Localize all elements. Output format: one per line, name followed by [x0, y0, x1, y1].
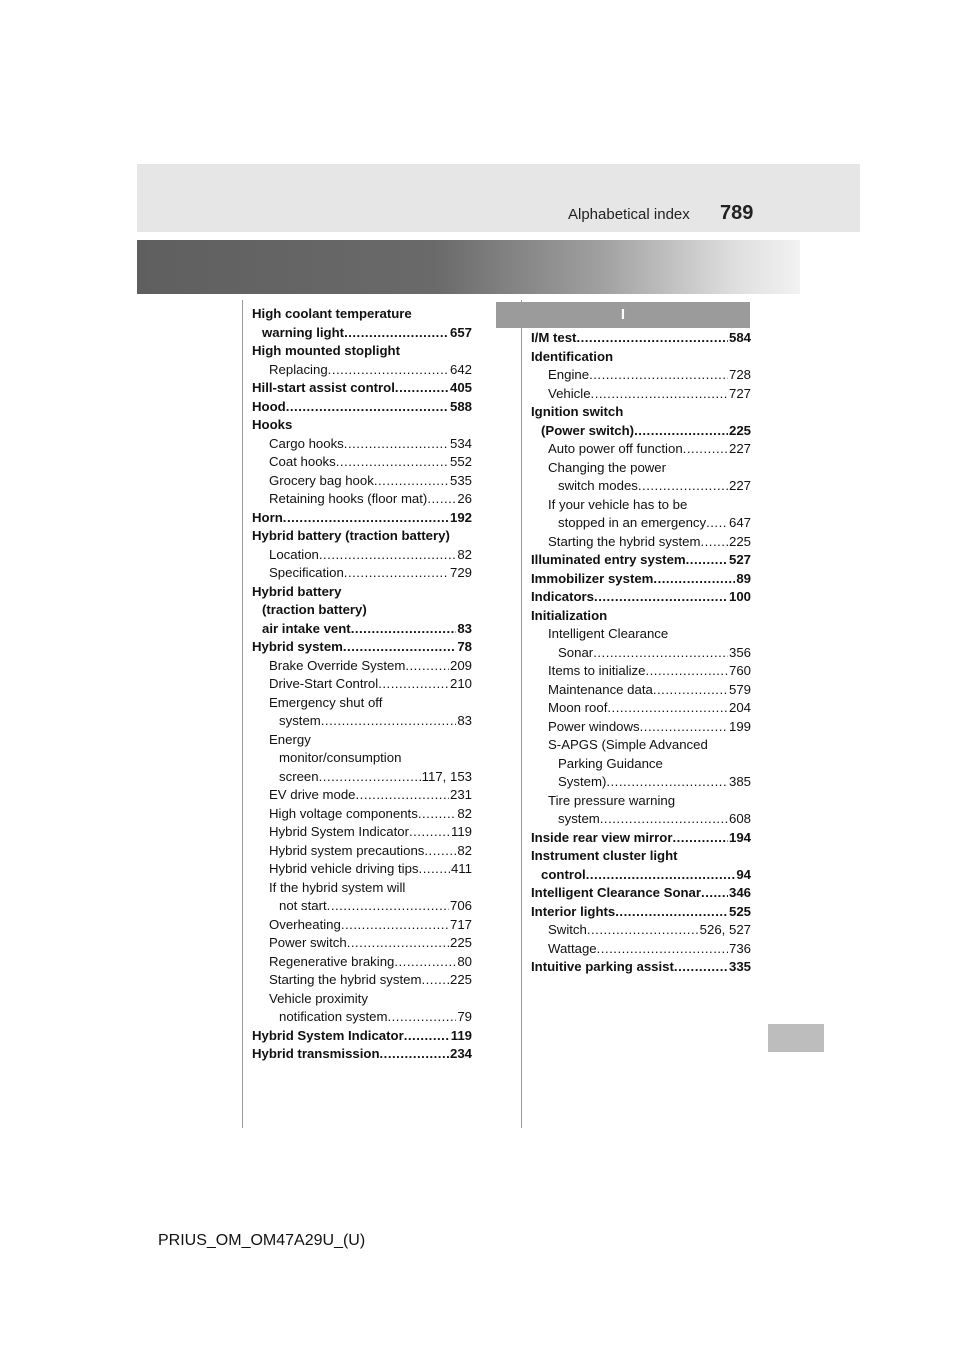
index-entry [252, 324, 472, 343]
index-letter-header: I [496, 302, 750, 328]
index-entry-page: 80 [457, 953, 472, 969]
index-entry-page: 234 [449, 1046, 472, 1061]
index-entry-term: Vehicle [548, 385, 591, 401]
index-entry [531, 958, 751, 977]
index-entry-term: screen [279, 768, 319, 784]
index-entry: Emergency shut off [269, 694, 383, 710]
dot-leader [319, 768, 421, 787]
index-entry-term: air intake vent [262, 620, 351, 636]
index-entry-page: 706 [449, 898, 472, 913]
dot-leader [283, 509, 449, 528]
dot-leader [404, 1027, 450, 1046]
index-entry-term: Power switch [269, 935, 347, 950]
index-entry [531, 884, 751, 903]
index-entry [252, 842, 472, 861]
dot-leader [672, 829, 728, 848]
dot-leader [319, 546, 456, 565]
dot-leader [700, 533, 728, 552]
index-entry: Tire pressure warning [548, 792, 676, 808]
index-entry-term: Hybrid system precautions [269, 842, 425, 858]
index-entry-page: 225 [449, 935, 472, 950]
center-column-rule [521, 300, 522, 1128]
index-entry-term: Cargo hooks [269, 435, 344, 451]
dot-leader [419, 860, 450, 879]
index-entry-term: Switch [548, 922, 587, 937]
index-column-left [252, 305, 472, 1064]
index-entry-page: 192 [449, 509, 472, 525]
index-entry [531, 718, 751, 737]
index-entry [252, 805, 472, 824]
index-entry-page: 82 [457, 546, 472, 562]
index-entry-page: 225 [728, 422, 751, 438]
index-entry-term: Hill-start assist control [252, 380, 395, 395]
index-entry [252, 1027, 472, 1046]
index-entry-page: 552 [449, 454, 472, 469]
dot-leader [683, 440, 728, 459]
index-entry-page: 335 [728, 959, 751, 974]
index-entry-term: Maintenance data [548, 681, 653, 697]
index-entry-page: 405 [449, 380, 472, 395]
dot-leader [327, 897, 449, 916]
dot-leader [421, 971, 449, 990]
index-entry [531, 514, 751, 533]
index-entry [252, 823, 472, 842]
index-entry: If the hybrid system will [269, 879, 406, 895]
index-entry-term: Sonar [558, 644, 594, 660]
index-entry [531, 533, 751, 552]
dot-leader [356, 786, 449, 805]
index-entry-page: 729 [449, 565, 472, 580]
index-entry-page: 579 [728, 681, 751, 697]
index-entry-term: system [558, 811, 600, 826]
index-entry [531, 810, 751, 829]
index-entry [252, 435, 472, 454]
index-entry-page: 100 [728, 589, 751, 604]
dot-leader [286, 398, 449, 417]
index-entry [252, 1045, 472, 1064]
index-entry-term: Specification [269, 565, 344, 580]
index-entry [531, 903, 751, 922]
index-entry-term: Starting the hybrid system [548, 533, 701, 549]
index-entry-page: 525 [728, 903, 751, 919]
index-entry-term: stopped in an emergency [558, 515, 707, 530]
index-entry: monitor/consumption [279, 750, 402, 765]
index-entry [252, 379, 472, 398]
index-entry-term: Hybrid System Indicator [252, 1027, 404, 1043]
index-entry-page: 210 [449, 676, 472, 691]
index-entry-page: 535 [449, 472, 472, 488]
index-entry: High coolant temperature [252, 306, 412, 321]
dot-leader [351, 620, 457, 639]
dot-leader [395, 379, 449, 398]
index-entry [531, 477, 751, 496]
dot-leader [380, 1045, 449, 1064]
index-entry-page: 760 [728, 663, 751, 678]
index-entry [252, 509, 472, 528]
dot-leader [674, 958, 728, 977]
index-entry-term: Hybrid transmission [252, 1046, 380, 1061]
dot-leader [387, 1008, 456, 1027]
index-entry-page: 534 [449, 435, 472, 451]
dot-leader [394, 953, 456, 972]
index-entry [531, 940, 751, 959]
index-entry [252, 564, 472, 583]
dot-leader [427, 490, 456, 509]
index-entry-page: 526, 527 [699, 922, 751, 937]
index-entry-term: Moon roof [548, 700, 608, 715]
dot-leader [336, 453, 449, 472]
index-entry: Instrument cluster light [531, 848, 678, 863]
dot-leader [374, 472, 449, 491]
index-entry-term: EV drive mode [269, 787, 356, 802]
index-entry-page: 94 [736, 866, 751, 882]
dot-leader [405, 657, 449, 676]
dot-leader [344, 435, 449, 454]
index-entry-page: 642 [449, 361, 472, 377]
index-entry-term: Retaining hooks (floor mat) [269, 491, 428, 506]
index-entry-term: Illuminated entry system [531, 552, 686, 567]
index-entry-page: 608 [728, 811, 751, 826]
dot-leader [607, 699, 728, 718]
index-entry-page: 83 [457, 713, 472, 728]
index-entry-page: 647 [728, 515, 751, 530]
index-entry: (traction battery) [262, 602, 367, 617]
dot-leader [409, 823, 450, 842]
index-entry-page: 584 [728, 330, 751, 345]
index-entry [531, 329, 751, 348]
index-entry-page: 82 [457, 805, 472, 821]
dot-leader [593, 644, 728, 663]
index-entry: Parking Guidance [558, 755, 663, 771]
index-entry-page: 385 [728, 774, 751, 789]
index-entry [531, 440, 751, 459]
index-entry [531, 422, 751, 441]
index-entry: Vehicle proximity [269, 990, 368, 1006]
index-entry [252, 490, 472, 509]
dot-leader [347, 934, 449, 953]
dot-leader [606, 773, 728, 792]
index-entry-term: Replacing [269, 361, 328, 377]
index-entry [252, 657, 472, 676]
index-entry-term: Grocery bag hook [269, 472, 374, 488]
dot-leader [586, 866, 736, 885]
index-entry [531, 829, 751, 848]
index-entry-term: control [541, 866, 586, 882]
index-entry [252, 675, 472, 694]
index-entry-page: 89 [736, 570, 751, 586]
index-entry [252, 638, 472, 657]
index-entry: Energy [269, 731, 311, 747]
index-entry: High mounted stoplight [252, 343, 400, 358]
index-entry-page: 231 [449, 787, 472, 802]
dot-leader [600, 810, 728, 829]
index-entry [531, 644, 751, 663]
index-entry-term: Hybrid system [252, 639, 343, 654]
index-entry [252, 897, 472, 916]
index-entry-page: 199 [728, 718, 751, 734]
index-entry [252, 1008, 472, 1027]
dot-leader [640, 718, 728, 737]
header-gradient-band [137, 240, 800, 294]
index-entry-page: 79 [457, 1009, 472, 1024]
index-entry-term: Interior lights [531, 903, 616, 919]
index-entry-term: Items to initialize [548, 663, 646, 678]
dot-leader [576, 329, 728, 348]
index-entry-page: 527 [728, 552, 751, 567]
index-entry-term: Horn [252, 509, 283, 525]
index-entry: If your vehicle has to be [548, 496, 688, 512]
dot-leader [706, 514, 728, 533]
index-entry [252, 786, 472, 805]
dot-leader [587, 921, 699, 940]
index-entry-term: Immobilizer system [531, 570, 654, 586]
index-entry-page: 727 [728, 385, 751, 401]
index-entry-page: 117, 153 [421, 768, 472, 784]
index-entry-term: system [279, 713, 321, 728]
index-entry-term: switch modes [558, 478, 638, 493]
document-code: PRIUS_OM_OM47A29U_(U) [158, 1232, 366, 1249]
dot-leader [343, 638, 456, 657]
dot-leader [653, 570, 735, 589]
index-entry-term: (Power switch) [541, 422, 635, 438]
index-entry-term: Wattage [548, 940, 597, 956]
index-entry [252, 546, 472, 565]
index-entry [252, 768, 472, 787]
index-entry-page: 119 [450, 1027, 472, 1043]
index-entry-page: 227 [728, 478, 751, 493]
index-entry: S-APGS (Simple Advanced [548, 737, 708, 752]
dot-leader [594, 588, 728, 607]
index-entry-term: Intuitive parking assist [531, 959, 674, 974]
dot-leader [378, 675, 449, 694]
index-entry-term: Drive-Start Control [269, 676, 379, 691]
index-entry-term: Intelligent Clearance Sonar [531, 885, 702, 900]
dot-leader [638, 477, 728, 496]
dot-leader [344, 324, 449, 343]
index-entry-term: Starting the hybrid system [269, 972, 422, 987]
dot-leader [653, 681, 728, 700]
index-entry [252, 934, 472, 953]
index-entry [252, 860, 472, 879]
index-entry-page: 83 [457, 620, 472, 636]
index-entry [531, 681, 751, 700]
index-entry [531, 773, 751, 792]
index-entry-term: not start [279, 898, 327, 913]
index-entry [531, 662, 751, 681]
index-entry-term: Engine [548, 367, 590, 382]
index-entry-page: 204 [728, 700, 751, 715]
dot-leader [418, 805, 457, 824]
index-entry-page: 346 [728, 885, 751, 900]
index-entry-term: Auto power off function [548, 441, 683, 456]
dot-leader [645, 662, 728, 681]
index-entry-page: 411 [450, 861, 472, 876]
index-entry [252, 620, 472, 639]
index-entry-page: 209 [449, 657, 472, 673]
index-entry [531, 699, 751, 718]
index-entry: Identification [531, 348, 614, 364]
index-entry-term: notification system [279, 1009, 388, 1024]
index-entry: Ignition switch [531, 404, 624, 419]
index-entry-term: Coat hooks [269, 454, 336, 469]
index-entry [252, 953, 472, 972]
index-entry-term: Power windows [548, 718, 640, 734]
index-entry [531, 866, 751, 885]
dot-leader [701, 884, 728, 903]
index-entry [252, 453, 472, 472]
section-title: Alphabetical index [568, 206, 690, 223]
dot-leader [328, 361, 449, 380]
index-entry-term: Hood [252, 398, 286, 414]
index-entry [252, 361, 472, 380]
dot-leader [424, 842, 456, 861]
page-number: 789 [720, 202, 754, 224]
index-entry [531, 366, 751, 385]
index-entry [252, 712, 472, 731]
dot-leader [686, 551, 728, 570]
index-entry: Initialization [531, 607, 608, 623]
index-entry-term: Location [269, 546, 319, 562]
index-entry-term: Overheating [269, 916, 341, 932]
index-entry-page: 728 [728, 367, 751, 382]
index-entry-term: High voltage components [269, 805, 418, 821]
index-entry: Hybrid battery (traction battery) [252, 528, 450, 543]
index-entry-page: 78 [457, 639, 472, 654]
index-entry: Hybrid battery [252, 583, 342, 599]
index-entry-page: 588 [449, 398, 472, 414]
dot-leader [589, 366, 728, 385]
index-entry [531, 921, 751, 940]
index-entry [531, 570, 751, 589]
index-entry-term: System) [558, 774, 607, 789]
index-entry-page: 26 [457, 491, 472, 506]
index-entry-term: Indicators [531, 589, 595, 604]
dot-leader [615, 903, 728, 922]
index-entry-term: warning light [262, 324, 345, 340]
index-entry [252, 971, 472, 990]
index-entry [252, 472, 472, 491]
index-entry-term: Hybrid System Indicator [269, 824, 409, 839]
index-entry [531, 588, 751, 607]
index-entry-term: I/M test [531, 330, 577, 345]
dot-leader [341, 916, 449, 935]
index-entry-term: Inside rear view mirror [531, 829, 673, 845]
left-column-rule [242, 300, 243, 1128]
dot-leader [597, 940, 728, 959]
index-column-right [531, 329, 751, 977]
index-entry-page: 227 [728, 441, 751, 456]
thumb-index-tab [768, 1024, 824, 1052]
index-entry: Hooks [252, 417, 293, 432]
dot-leader [591, 385, 728, 404]
index-entry [252, 398, 472, 417]
index-entry-page: 657 [449, 324, 472, 340]
index-entry-term: Regenerative braking [269, 953, 395, 969]
index-entry-page: 82 [457, 842, 472, 858]
index-entry-page: 194 [728, 829, 751, 845]
index-entry-term: Hybrid vehicle driving tips [269, 861, 419, 876]
index-entry [531, 551, 751, 570]
index-entry-page: 736 [728, 940, 751, 956]
dot-leader [344, 564, 449, 583]
dot-leader [321, 712, 457, 731]
index-entry-page: 119 [450, 824, 472, 839]
index-entry-page: 356 [728, 644, 751, 660]
dot-leader [634, 422, 728, 441]
index-entry-page: 225 [449, 972, 472, 987]
index-entry: Changing the power [548, 459, 667, 475]
index-entry-page: 225 [728, 533, 751, 549]
index-entry-page: 717 [449, 916, 472, 932]
index-entry [531, 385, 751, 404]
index-entry [252, 916, 472, 935]
index-entry-term: Brake Override System [269, 657, 406, 673]
index-entry: Intelligent Clearance [548, 626, 669, 641]
